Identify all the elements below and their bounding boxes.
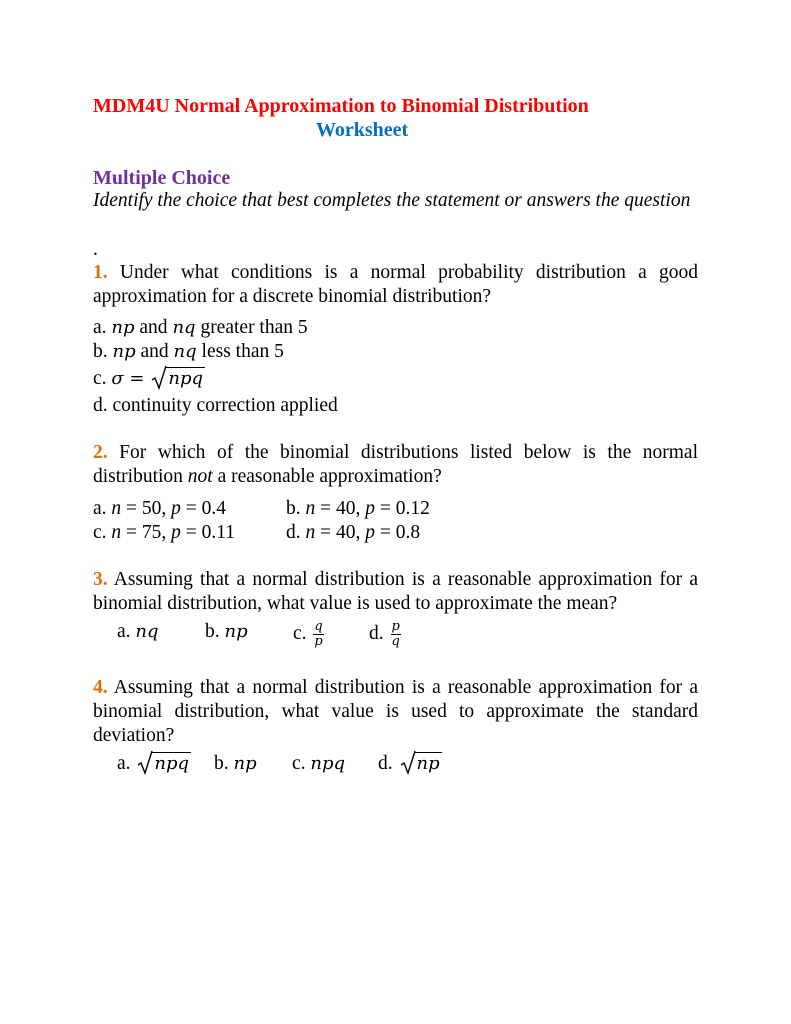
option-label: b.: [93, 341, 108, 362]
question-text: Assuming that a normal distribution is a reasonable approximation for a binomial distribution, what value is used to approximate the mean?: [93, 569, 698, 614]
question-number: 2.: [93, 442, 108, 463]
math-var: nq: [173, 341, 197, 362]
q1-option-c: [93, 367, 205, 391]
option-label: c.: [293, 622, 307, 644]
numerator: q: [314, 619, 323, 634]
option-text: = 0.11: [180, 522, 236, 543]
option-text: continuity correction applied: [112, 395, 338, 416]
option-text: = 75,: [121, 522, 172, 543]
radicand: np: [416, 753, 440, 774]
option-label: c.: [93, 368, 107, 389]
radicand: npq: [168, 368, 204, 389]
denominator: q: [391, 634, 400, 649]
option-label: a.: [117, 753, 131, 774]
math-var: np: [112, 341, 136, 362]
q1-option-b: [93, 340, 284, 364]
option-text: = 0.4: [180, 498, 227, 519]
question-2: [93, 441, 698, 489]
option-text: = 0.12: [375, 498, 430, 519]
option-text: = 0.8: [375, 522, 421, 543]
option-label: d.: [93, 395, 108, 416]
option-label: b.: [286, 498, 301, 519]
math-expression: σ =: [111, 368, 145, 389]
option-label: b.: [205, 621, 220, 642]
option-text: greater than 5: [200, 317, 308, 338]
worksheet-subtitle: Worksheet: [316, 119, 409, 141]
q3-option-a: [117, 620, 159, 644]
section-heading: Multiple Choice: [93, 167, 231, 189]
question-text: Under what conditions is a normal probability distribution a good approximation for a discrete binomial distribution?: [93, 262, 698, 307]
math-expression: nq: [135, 621, 159, 642]
option-label: d.: [378, 753, 393, 774]
math-var: n: [111, 522, 122, 543]
q1-option-d: [93, 394, 338, 418]
radicand: npq: [154, 753, 190, 774]
question-text: Assuming that a normal distribution is a reasonable approximation for a binomial distribution, what value is used to approximate the standard deviation?: [93, 677, 698, 746]
question-4: [93, 676, 698, 748]
question-number: 1.: [93, 262, 108, 283]
fraction: [313, 620, 323, 649]
question-text: a reasonable approximation?: [217, 466, 442, 487]
q4-option-b: [214, 752, 257, 776]
option-text: less than 5: [201, 341, 284, 362]
q3-option-c: [293, 620, 324, 649]
question-number: 3.: [93, 569, 108, 590]
math-var: p: [171, 522, 181, 543]
math-var: n: [111, 498, 122, 519]
fraction: [391, 620, 401, 649]
numerator: p: [391, 619, 400, 634]
option-text: and: [140, 341, 169, 362]
option-label: b.: [214, 753, 229, 774]
q4-option-d: [378, 752, 442, 776]
q1-option-a: [93, 316, 308, 340]
math-var: n: [305, 498, 316, 519]
worksheet-title: MDM4U Normal Approximation to Binomial Distribution: [93, 95, 589, 117]
q2-option-b: [286, 497, 430, 521]
q3-option-b: [205, 620, 248, 644]
stray-dot: .: [93, 239, 98, 260]
square-root: [137, 752, 191, 776]
option-label: d.: [369, 622, 384, 644]
option-label: c.: [292, 753, 306, 774]
math-expression: np: [233, 753, 257, 774]
q2-option-a: [93, 497, 226, 521]
question-number: 4.: [93, 677, 108, 698]
math-var: p: [365, 522, 375, 543]
math-expression: npq: [310, 753, 346, 774]
math-var: nq: [172, 317, 196, 338]
math-expression: np: [224, 621, 248, 642]
instructions: Identify the choice that best completes the statement or answers the question: [93, 190, 691, 211]
option-text: and: [139, 317, 168, 338]
option-text: = 50,: [121, 498, 172, 519]
q2-option-c: [93, 521, 235, 545]
question-emphasis: not: [187, 466, 213, 487]
square-root: [400, 752, 442, 776]
math-var: p: [365, 498, 375, 519]
option-label: a.: [93, 317, 107, 338]
q2-option-d: [286, 521, 420, 545]
question-1: [93, 261, 698, 309]
q4-option-c: [292, 752, 345, 776]
math-var: n: [305, 522, 316, 543]
option-text: = 40,: [315, 498, 366, 519]
math-var: p: [171, 498, 181, 519]
option-text: = 40,: [315, 522, 366, 543]
question-3: [93, 568, 698, 616]
option-label: a.: [117, 621, 131, 642]
square-root: [151, 367, 205, 391]
math-var: np: [111, 317, 135, 338]
option-label: c.: [93, 522, 107, 543]
q3-option-d: [369, 620, 401, 649]
q4-option-a: [117, 752, 191, 776]
question-text: For which of the binomial distributions listed below is the normal distribution: [93, 442, 698, 487]
option-label: a.: [93, 498, 107, 519]
denominator: p: [314, 634, 323, 649]
option-label: d.: [286, 522, 301, 543]
